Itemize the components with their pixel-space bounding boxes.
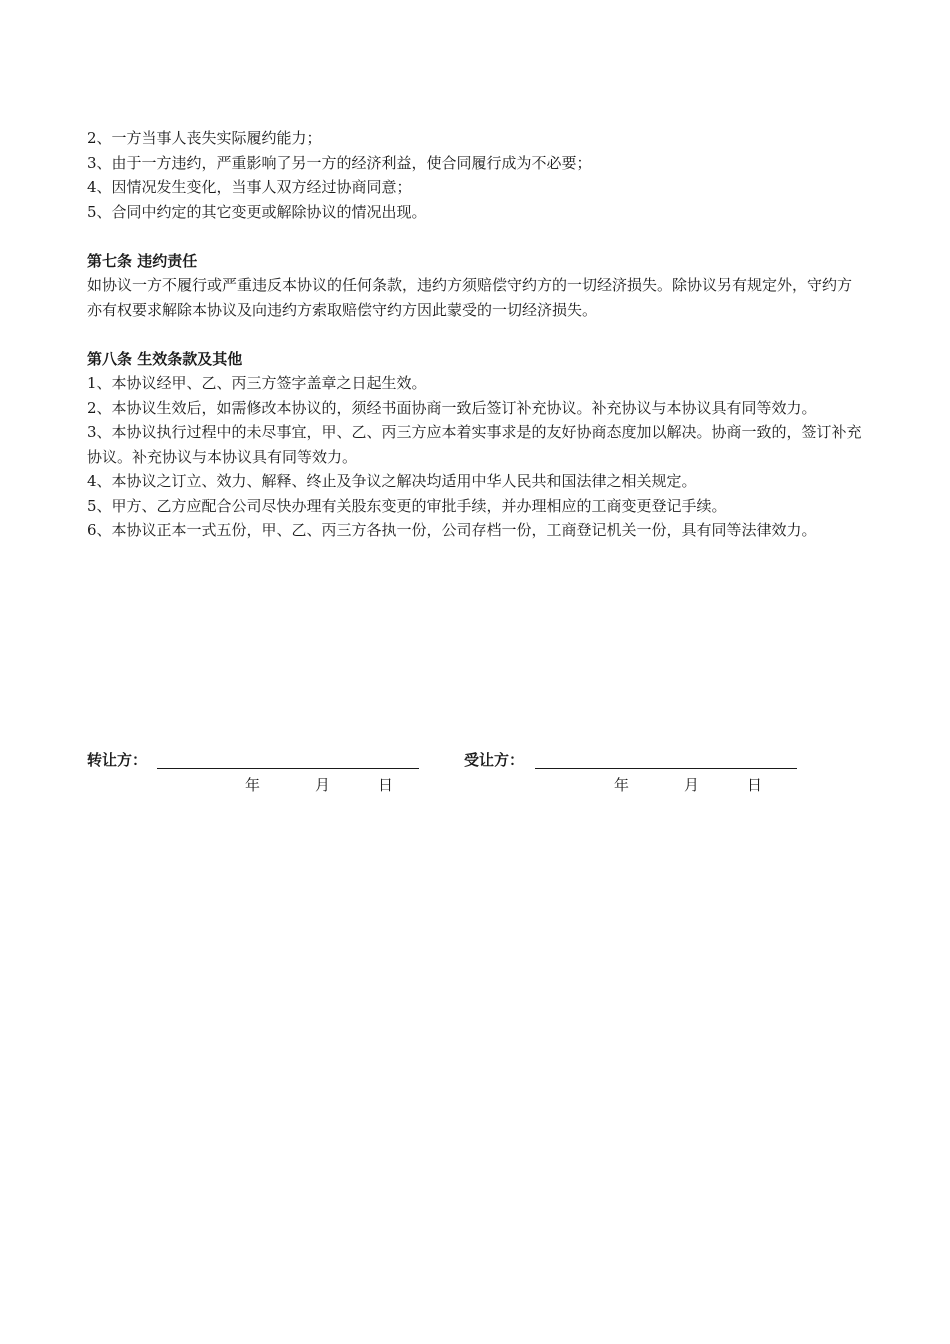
- transferee-date-month: 月: [684, 776, 700, 794]
- transferee-date-day: 日: [747, 776, 763, 794]
- article7-heading: 第七条 违约责任: [87, 251, 198, 270]
- transferor-date-month: 月: [315, 776, 331, 794]
- section6-item-5: 5、合同中约定的其它变更或解除协议的情况出现。: [87, 202, 427, 221]
- transferee-signature-line[interactable]: [535, 768, 797, 769]
- article8-item-1: 1、本协议经甲、乙、丙三方签字盖章之日起生效。: [87, 374, 427, 392]
- article8-item-4: 4、本协议之订立、效力、解释、终止及争议之解决均适用中华人民共和国法律之相关规定。: [87, 472, 697, 490]
- article7-section: [87, 249, 863, 323]
- article7-body: 如协议一方不履行或严重违反本协议的任何条款，违约方须赔偿守约方的一切经济损失。除协议另有规定外，守约方亦有权要求解除本协议及向违约方索取赔偿守约方因此蒙受的一切经济损失。: [87, 276, 853, 319]
- section6-item-4: 4、因情况发生变化，当事人双方经过协商同意；: [87, 178, 412, 196]
- section6-item-3: 3、由于一方违约，严重影响了另一方的经济利益，使合同履行成为不必要；: [87, 153, 592, 172]
- signature-area: [0, 750, 950, 800]
- transferor-signature-line[interactable]: [157, 768, 419, 769]
- section6-list: [87, 126, 863, 224]
- transferee-label: 受让方：: [464, 751, 525, 769]
- article8-item-5: 5、甲方、乙方应配合公司尽快办理有关股东变更的审批手续，并办理相应的工商变更登记手续。: [87, 496, 727, 515]
- article8-section: [87, 347, 863, 543]
- section6-item-2: 2、一方当事人丧失实际履约能力；: [87, 129, 322, 147]
- article8-item-3: 3、本协议执行过程中的未尽事宜，甲、乙、丙三方应本着实事求是的友好协商态度加以解决。协商一致的，签订补充协议。补充协议与本协议具有同等效力。: [87, 423, 862, 466]
- transferor-date-day: 日: [378, 776, 394, 794]
- article8-heading: 第八条 生效条款及其他: [87, 349, 243, 368]
- transferor-label: 转让方：: [87, 751, 148, 769]
- transferee-date-year: 年: [614, 776, 630, 794]
- article8-item-6: 6、本协议正本一式五份，甲、乙、丙三方各执一份，公司存档一份，工商登记机关一份，具有同等法律效力。: [87, 521, 817, 539]
- document-content: [87, 126, 863, 543]
- transferor-date-year: 年: [245, 776, 261, 794]
- article8-item-2: 2、本协议生效后，如需修改本协议的，须经书面协商一致后签订补充协议。补充协议与本协议具有同等效力。: [87, 398, 817, 417]
